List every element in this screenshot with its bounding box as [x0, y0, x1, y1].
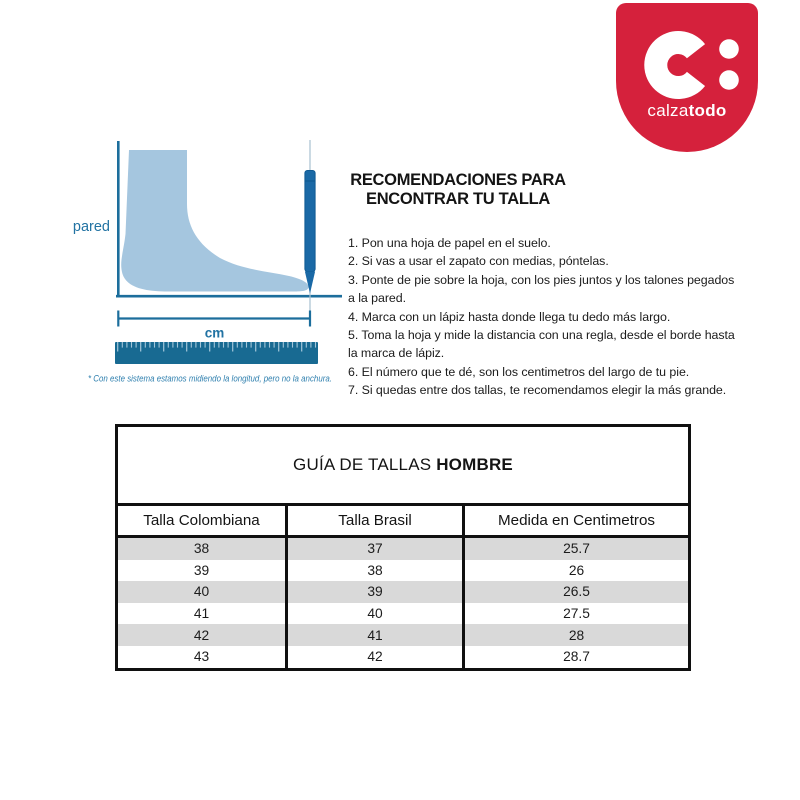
size-cell: 38 [287, 560, 464, 582]
logo-c-icon [616, 3, 758, 103]
size-cell: 26 [464, 560, 690, 582]
calzatodo-logo [616, 3, 758, 152]
size-guide-title [117, 426, 690, 505]
size-cell: 41 [117, 603, 287, 625]
column-header-colombiana: Talla Colombiana [117, 505, 287, 537]
size-cell: 37 [287, 537, 464, 560]
foot-measure-illustration [50, 128, 360, 400]
recommendations-title [340, 171, 576, 209]
size-cell: 40 [117, 581, 287, 603]
size-cell: 26.5 [464, 581, 690, 603]
step-line: 4. Marca con un lápiz hasta donde llega tu dedo más largo. [348, 309, 671, 324]
wall-label: pared [72, 219, 110, 235]
step-line: 7. Si quedas entre dos tallas, te recomendamos elegir la más grande. [348, 383, 727, 398]
size-cell: 38 [117, 537, 287, 560]
size-cell: 28 [464, 624, 690, 646]
size-guide-table [115, 424, 691, 671]
step-line: 5. Toma la hoja y mide la distancia con una regla, desde el borde hasta [348, 328, 735, 343]
step-line: 1. Pon una hoja de papel en el suelo. [348, 236, 551, 250]
size-guide-title-bold: HOMBRE [436, 455, 513, 474]
size-cell: 42 [117, 624, 287, 646]
size-cell: 28.7 [464, 646, 690, 669]
brand-name [616, 101, 758, 121]
recommendations-title-line1: RECOMENDACIONES PARA [350, 171, 566, 189]
size-cell: 43 [117, 646, 287, 669]
recommendations-steps [348, 234, 735, 400]
table-row [117, 581, 690, 603]
measure-note: * Con este sistema estamos midiendo la longitud, pero no la anchura. [88, 373, 332, 384]
cm-label: cm [204, 325, 225, 341]
size-cell: 27.5 [464, 603, 690, 625]
size-cell: 39 [117, 560, 287, 582]
column-header-centimetros: Medida en Centimetros [464, 505, 690, 537]
recommendations-title-line2: ENCONTRAR TU TALLA [365, 189, 551, 208]
step-line: 2. Si vas a usar el zapato con medias, póntelas. [348, 254, 609, 269]
size-cell: 42 [287, 646, 464, 669]
brand-name-bold: todo [688, 101, 727, 120]
table-row [117, 603, 690, 625]
step-line: la marca de lápiz. [348, 346, 445, 361]
size-cell: 25.7 [464, 537, 690, 560]
table-row [117, 560, 690, 582]
step-line: 6. El número que te dé, son los centimetros del largo de tu pie. [348, 364, 690, 379]
size-cell: 40 [287, 603, 464, 625]
size-cell: 39 [287, 581, 464, 603]
step-line: 3. Ponte de pie sobre la hoja, con los pies juntos y los talones pegados [348, 272, 735, 287]
size-guide-title-regular: GUÍA DE TALLAS [293, 455, 437, 474]
table-row [117, 646, 690, 669]
brand-name-regular: calza [647, 101, 689, 120]
column-header-brasil: Talla Brasil [287, 505, 464, 537]
table-row [117, 624, 690, 646]
table-header-row [117, 505, 690, 537]
step-line: a la pared. [348, 291, 407, 306]
table-row [117, 537, 690, 560]
table-title-row [117, 426, 690, 505]
ruler-icon [115, 342, 318, 364]
foot-shape [121, 150, 308, 292]
dimension-line [118, 311, 310, 327]
size-cell: 41 [287, 624, 464, 646]
